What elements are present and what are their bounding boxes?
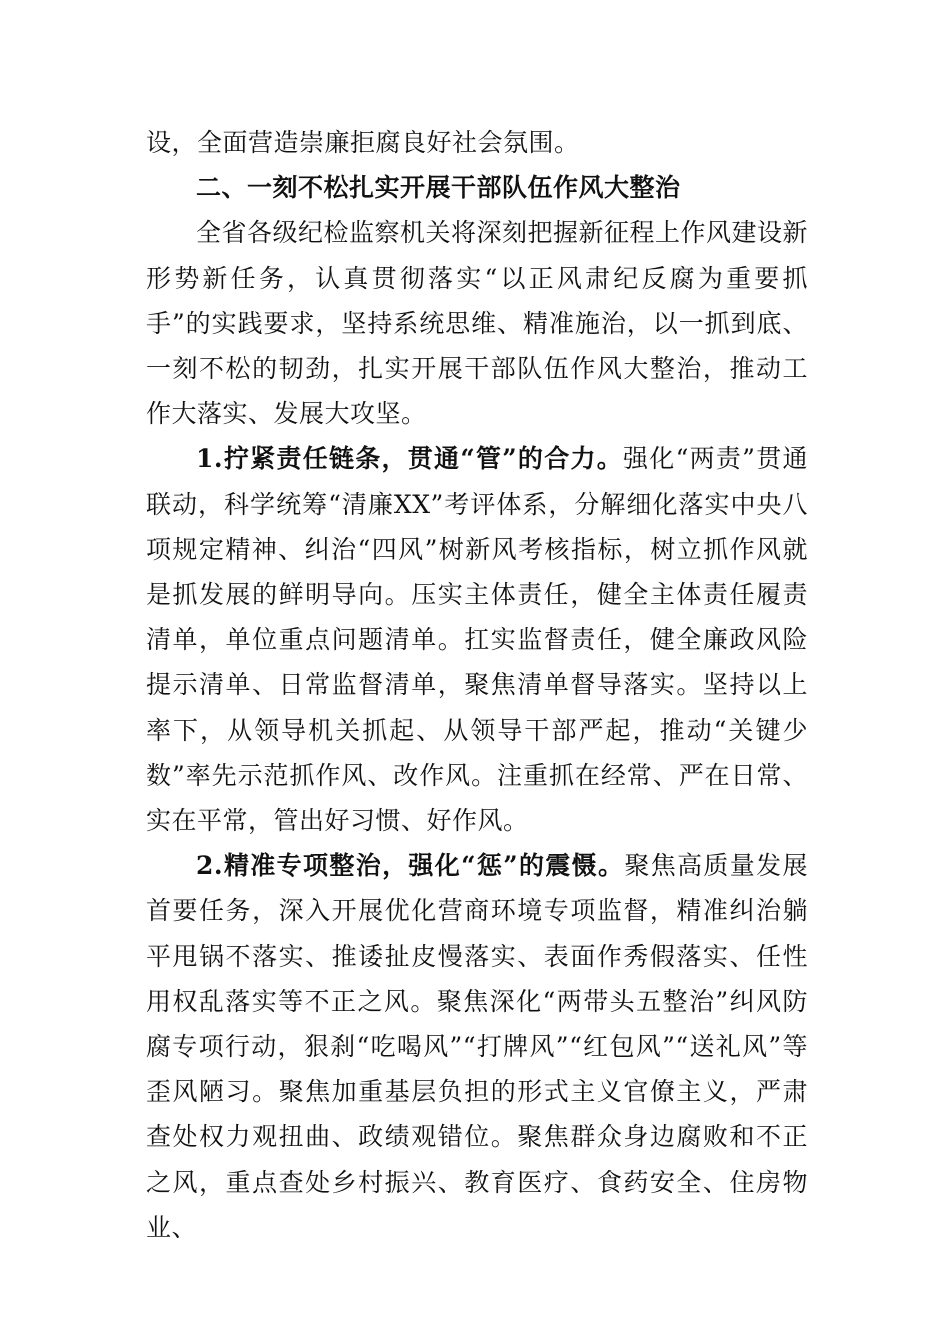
item-1-body: 强化“两责”贯通联动，科学统筹“清廉XX”考评体系，分解细化落实中央八项规定精神、纠治“四风”树新风考核指标，树立抓作风就是抓发展的鲜明导向。压实主体责任，健全主体责任履责清单，单位重点问题清单。扛实监督责任，健全廉政风险提示清单、日常监督清单，聚焦清单督导落实。坚持以上率下，从领导机关抓起、从领导干部严起，推动“关键少数”率先示范抓作风、改作风。注重抓在经常、严在日常、实在平常，管出好习惯、好作风。 (146, 444, 808, 836)
item-2-lead: 2.精准专项整治，强化“惩”的震慑。 (196, 851, 625, 881)
item-2-paragraph (146, 843, 808, 1250)
paragraph-continuation-text: 设，全面营造崇廉拒腐良好社会氛围。 (146, 128, 580, 157)
paragraph-continuation (146, 120, 808, 165)
section-heading-text: 二、一刻不松扎实开展干部队伍作风大整治 (196, 173, 681, 203)
document-body (146, 120, 808, 1250)
item-1-lead: 1.拧紧责任链条，贯通“管”的合力。 (196, 444, 624, 474)
item-1-paragraph (146, 436, 808, 843)
item-2-body: 聚焦高质量发展首要任务，深入开展优化营商环境专项监督，精准纠治躺平甩锅不落实、推诿扯皮慢落实、表面作秀假落实、任性用权乱落实等不正之风。聚焦深化“两带头五整治”纠风防腐专项行动，狠刹“吃喝风”“打牌风”“红包风”“送礼风”等歪风陋习。聚焦加重基层负担的形式主义官僚主义，严肃查处权力观扭曲、政绩观错位。聚焦群众身边腐败和不正之风，重点查处乡村振兴、教育医疗、食药安全、住房物业、 (146, 851, 808, 1242)
section-intro-paragraph (146, 210, 808, 436)
section-heading (146, 165, 808, 210)
section-intro-text: 全省各级纪检监察机关将深刻把握新征程上作风建设新形势新任务，认真贯彻落实“以正风肃纪反腐为重要抓手”的实践要求，坚持系统思维、精准施治，以一抓到底、一刻不松的韧劲，扎实开展干部队伍作风大整治，推动工作大落实、发展大攻坚。 (146, 218, 809, 429)
